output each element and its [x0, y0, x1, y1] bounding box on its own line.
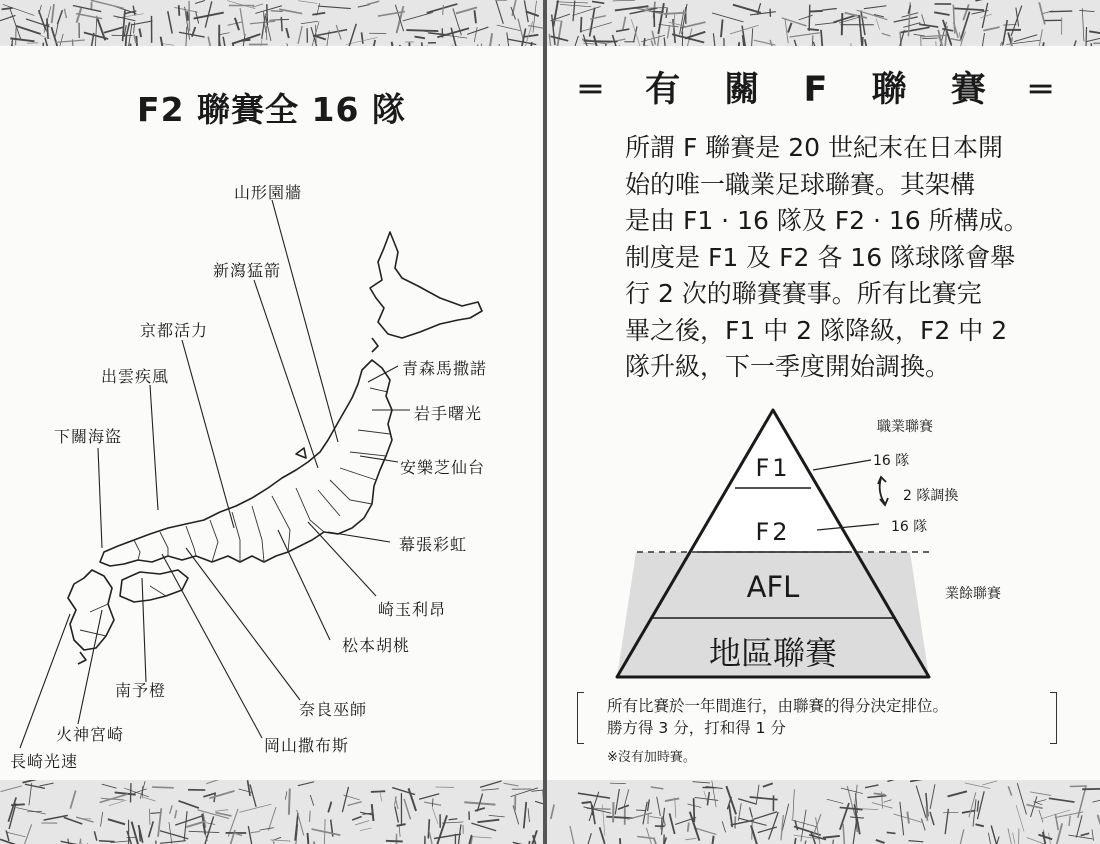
- bottom-pattern-band: [547, 780, 1100, 844]
- section-title: ═ 有 關 F 聯 賽 ═: [579, 70, 1068, 110]
- rules-note: [577, 692, 1057, 742]
- team-label-niigata: 新瀉猛箭: [213, 261, 282, 280]
- team-label-okayama: 岡山撒布斯: [264, 736, 350, 755]
- team-label-nanyo: 南予橙: [115, 681, 167, 700]
- description-line: 是由 F1 · 16 隊及 F2 · 16 所構成。: [625, 206, 1029, 235]
- tier-afl-label: AFL: [746, 570, 800, 604]
- description-line: 始的唯一職業足球聯賽。其架構: [625, 169, 976, 199]
- exchange-label: 2 隊調換: [903, 488, 959, 504]
- description-line: 行 2 次的聯賽賽事。所有比賽完: [625, 279, 982, 308]
- amateur-league-label: 業餘聯賽: [945, 586, 1001, 602]
- label-leader-lines: [0, 0, 543, 780]
- bracket-left: [577, 692, 584, 744]
- tier-regional-label: 地區聯賽: [708, 634, 837, 672]
- tier-f2-label: F2: [755, 518, 791, 546]
- left-page: [0, 0, 543, 844]
- tier-f1-label: F1: [755, 454, 791, 482]
- team-label-hinokami: 火神宮崎: [56, 725, 125, 744]
- team-label-yamagata: 山形園牆: [234, 183, 303, 202]
- team-label-makuhari: 幕張彩虹: [399, 535, 468, 554]
- right-page: [547, 0, 1100, 844]
- team-label-shimonoseki: 下關海盜: [54, 427, 123, 446]
- team-label-kyoto: 京都活力: [140, 321, 209, 340]
- team-label-iwate: 岩手曙光: [414, 404, 483, 423]
- description-line: 隊升級，下一季度開始調換。: [625, 352, 951, 381]
- team-label-izumo: 出雲疾風: [101, 367, 170, 386]
- team-label-aomori: 青森馬撒諾: [402, 359, 488, 378]
- description-line: 畢之後，F1 中 2 隊降級，F2 中 2: [625, 315, 1008, 345]
- exchange-arrows-icon: [878, 477, 888, 505]
- team-label-nagasaki: 長崎光速: [10, 752, 79, 771]
- f1-pointer: [813, 460, 871, 470]
- description-line: 所謂 F 聯賽是 20 世紀末在日本開: [625, 133, 1003, 162]
- team-label-sendai: 安樂芝仙台: [400, 458, 486, 477]
- note-line: 所有比賽於一年間進行，由聯賽的得分決定排位。: [607, 697, 949, 715]
- f1-team-count: 16 隊: [873, 453, 910, 469]
- pro-league-label: 職業聯賽: [877, 419, 933, 435]
- description-line: 制度是 F1 及 F2 各 16 隊球隊會舉: [625, 242, 1016, 272]
- bottom-pattern-band: [0, 780, 543, 844]
- team-label-nara: 奈良巫師: [299, 700, 368, 719]
- bracket-right: [1050, 692, 1057, 744]
- f2-team-count: 16 隊: [891, 519, 928, 535]
- note-line: 勝方得 3 分，打和得 1 分: [607, 719, 786, 737]
- footnote: ※沒有加時賽。: [607, 750, 696, 765]
- team-label-saitama: 崎玉利昂: [378, 600, 447, 619]
- team-label-matsumoto: 松本胡桃: [342, 636, 411, 655]
- page-title: F2 聯賽全 16 隊: [137, 90, 406, 129]
